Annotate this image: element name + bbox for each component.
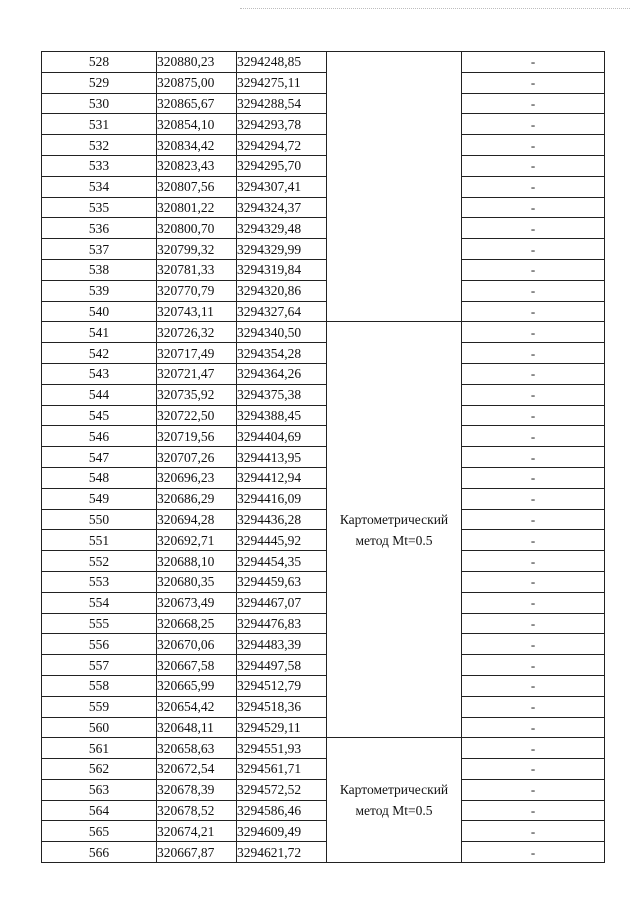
point-number-cell: 532 (42, 135, 157, 156)
description-cell (462, 135, 605, 156)
determination-method-cell (327, 52, 462, 322)
dash-value: - (530, 699, 536, 715)
point-number-cell: 565 (42, 821, 157, 842)
description-cell (462, 218, 605, 239)
dash-value: - (530, 220, 536, 236)
table-row (42, 696, 605, 717)
description-cell (462, 176, 605, 197)
dash-value: - (530, 75, 536, 91)
point-number-cell: 535 (42, 197, 157, 218)
coordinate-y-cell: 3294324,37 (237, 197, 327, 218)
table-row (42, 72, 605, 93)
table-row (42, 447, 605, 468)
table-row (42, 467, 605, 488)
point-number-cell: 529 (42, 72, 157, 93)
table-row (42, 592, 605, 613)
coordinate-x-cell: 320722,50 (157, 405, 237, 426)
description-cell (462, 301, 605, 322)
coordinate-y-cell: 3294445,92 (237, 530, 327, 551)
description-cell (462, 426, 605, 447)
dash-value: - (530, 449, 536, 465)
coordinate-x-cell: 320770,79 (157, 280, 237, 301)
dash-value: - (530, 740, 536, 756)
table-row (42, 571, 605, 592)
coordinate-x-cell: 320658,63 (157, 738, 237, 759)
table-row (42, 488, 605, 509)
coordinate-y-cell: 3294375,38 (237, 384, 327, 405)
description-cell (462, 655, 605, 676)
point-number-cell: 564 (42, 800, 157, 821)
dash-value: - (530, 595, 536, 611)
table-row (42, 530, 605, 551)
dash-value: - (530, 844, 536, 860)
point-number-cell: 533 (42, 155, 157, 176)
point-number-cell: 540 (42, 301, 157, 322)
coordinates-table (41, 51, 605, 863)
description-cell (462, 738, 605, 759)
table-row (42, 717, 605, 738)
description-cell (462, 634, 605, 655)
coordinate-y-cell: 3294248,85 (237, 52, 327, 73)
coordinate-x-cell: 320665,99 (157, 675, 237, 696)
coordinate-x-cell: 320875,00 (157, 72, 237, 93)
coordinate-y-cell: 3294329,99 (237, 239, 327, 260)
coordinate-y-cell: 3294388,45 (237, 405, 327, 426)
description-cell (462, 467, 605, 488)
coordinate-y-cell: 3294320,86 (237, 280, 327, 301)
point-number-cell: 531 (42, 114, 157, 135)
table-row (42, 779, 605, 800)
table-row (42, 301, 605, 322)
coordinate-x-cell: 320834,42 (157, 135, 237, 156)
table-row (42, 384, 605, 405)
coordinate-y-cell: 3294340,50 (237, 322, 327, 343)
table-row (42, 759, 605, 780)
dash-value: - (530, 179, 536, 195)
coordinate-x-cell: 320743,11 (157, 301, 237, 322)
point-number-cell: 545 (42, 405, 157, 426)
coordinate-y-cell: 3294413,95 (237, 447, 327, 468)
coordinate-x-cell: 320686,29 (157, 488, 237, 509)
description-cell (462, 613, 605, 634)
table-row (42, 197, 605, 218)
coordinate-x-cell: 320807,56 (157, 176, 237, 197)
description-cell (462, 343, 605, 364)
table-row (42, 343, 605, 364)
description-cell (462, 93, 605, 114)
coordinate-y-cell: 3294586,46 (237, 800, 327, 821)
method-name: Картометрический (339, 782, 449, 798)
table-row (42, 322, 605, 343)
dash-value: - (530, 387, 536, 403)
point-number-cell: 563 (42, 779, 157, 800)
table-row (42, 634, 605, 655)
coordinate-x-cell: 320801,22 (157, 197, 237, 218)
scan-top-edge-line (240, 8, 630, 9)
table-row (42, 426, 605, 447)
point-number-cell: 549 (42, 488, 157, 509)
point-number-cell: 546 (42, 426, 157, 447)
table-row (42, 176, 605, 197)
dash-value: - (530, 158, 536, 174)
coordinate-x-cell: 320707,26 (157, 447, 237, 468)
table-row (42, 135, 605, 156)
dash-value: - (530, 428, 536, 444)
coordinate-y-cell: 3294561,71 (237, 759, 327, 780)
dash-value: - (530, 823, 536, 839)
dash-value: - (530, 199, 536, 215)
point-number-cell: 536 (42, 218, 157, 239)
coordinate-x-cell: 320854,10 (157, 114, 237, 135)
coordinate-y-cell: 3294551,93 (237, 738, 327, 759)
dash-value: - (530, 782, 536, 798)
method-accuracy: метод Mt=0.5 (355, 803, 433, 819)
description-cell (462, 675, 605, 696)
coordinate-x-cell: 320688,10 (157, 551, 237, 572)
coordinate-y-cell: 3294436,28 (237, 509, 327, 530)
description-cell (462, 800, 605, 821)
point-number-cell: 538 (42, 259, 157, 280)
description-cell (462, 259, 605, 280)
dash-value: - (530, 241, 536, 257)
dash-value: - (530, 366, 536, 382)
dash-value: - (530, 470, 536, 486)
description-cell (462, 592, 605, 613)
coordinate-y-cell: 3294497,58 (237, 655, 327, 676)
coordinate-x-cell: 320692,71 (157, 530, 237, 551)
description-cell (462, 717, 605, 738)
dash-value: - (530, 303, 536, 319)
coordinate-x-cell: 320667,87 (157, 842, 237, 863)
coordinate-y-cell: 3294404,69 (237, 426, 327, 447)
coordinate-y-cell: 3294609,49 (237, 821, 327, 842)
table-row (42, 800, 605, 821)
description-cell (462, 551, 605, 572)
dash-value: - (530, 137, 536, 153)
coordinate-y-cell: 3294354,28 (237, 343, 327, 364)
point-number-cell: 566 (42, 842, 157, 863)
dash-value: - (530, 636, 536, 652)
coordinate-x-cell: 320735,92 (157, 384, 237, 405)
coordinate-x-cell: 320670,06 (157, 634, 237, 655)
coordinate-x-cell: 320721,47 (157, 363, 237, 384)
table-row (42, 259, 605, 280)
table-row (42, 155, 605, 176)
point-number-cell: 530 (42, 93, 157, 114)
coordinate-y-cell: 3294275,11 (237, 72, 327, 93)
coordinate-y-cell: 3294307,41 (237, 176, 327, 197)
coordinate-y-cell: 3294288,54 (237, 93, 327, 114)
coordinate-y-cell: 3294529,11 (237, 717, 327, 738)
table-row (42, 363, 605, 384)
description-cell (462, 322, 605, 343)
coordinate-y-cell: 3294476,83 (237, 613, 327, 634)
point-number-cell: 559 (42, 696, 157, 717)
point-number-cell: 534 (42, 176, 157, 197)
coordinate-y-cell: 3294483,39 (237, 634, 327, 655)
coordinate-y-cell: 3294416,09 (237, 488, 327, 509)
point-number-cell: 554 (42, 592, 157, 613)
coordinate-y-cell: 3294512,79 (237, 675, 327, 696)
coordinate-y-cell: 3294459,63 (237, 571, 327, 592)
coordinate-y-cell: 3294293,78 (237, 114, 327, 135)
description-cell (462, 821, 605, 842)
description-cell (462, 779, 605, 800)
coordinate-x-cell: 320680,35 (157, 571, 237, 592)
dash-value: - (530, 324, 536, 340)
description-cell (462, 280, 605, 301)
description-cell (462, 842, 605, 863)
point-number-cell: 548 (42, 467, 157, 488)
table-row (42, 405, 605, 426)
dash-value: - (530, 657, 536, 673)
table-row (42, 239, 605, 260)
coordinate-x-cell: 320800,70 (157, 218, 237, 239)
description-cell (462, 696, 605, 717)
description-cell (462, 509, 605, 530)
coordinate-y-cell: 3294572,52 (237, 779, 327, 800)
determination-method-cell (327, 322, 462, 738)
point-number-cell: 552 (42, 551, 157, 572)
dash-value: - (530, 54, 536, 70)
description-cell (462, 571, 605, 592)
table-row (42, 655, 605, 676)
dash-value: - (530, 678, 536, 694)
description-cell (462, 363, 605, 384)
dash-value: - (530, 553, 536, 569)
table-row (42, 280, 605, 301)
description-cell (462, 239, 605, 260)
coordinate-x-cell: 320654,42 (157, 696, 237, 717)
dash-value: - (530, 719, 536, 735)
point-number-cell: 542 (42, 343, 157, 364)
point-number-cell: 558 (42, 675, 157, 696)
coordinate-x-cell: 320672,54 (157, 759, 237, 780)
description-cell (462, 384, 605, 405)
coordinate-x-cell: 320880,23 (157, 52, 237, 73)
dash-value: - (530, 283, 536, 299)
table-row (42, 551, 605, 572)
coordinate-y-cell: 3294454,35 (237, 551, 327, 572)
coordinate-y-cell: 3294621,72 (237, 842, 327, 863)
point-number-cell: 562 (42, 759, 157, 780)
table-row (42, 675, 605, 696)
dash-value: - (530, 615, 536, 631)
coordinate-x-cell: 320865,67 (157, 93, 237, 114)
dash-value: - (530, 262, 536, 278)
coordinate-y-cell: 3294467,07 (237, 592, 327, 613)
coordinate-x-cell: 320717,49 (157, 343, 237, 364)
description-cell (462, 52, 605, 73)
dash-value: - (530, 574, 536, 590)
coordinate-y-cell: 3294518,36 (237, 696, 327, 717)
table-row (42, 218, 605, 239)
point-number-cell: 550 (42, 509, 157, 530)
coordinate-x-cell: 320648,11 (157, 717, 237, 738)
coordinate-y-cell: 3294319,84 (237, 259, 327, 280)
coordinate-x-cell: 320668,25 (157, 613, 237, 634)
table-row (42, 842, 605, 863)
point-number-cell: 547 (42, 447, 157, 468)
coordinate-x-cell: 320678,52 (157, 800, 237, 821)
table-row (42, 52, 605, 73)
description-cell (462, 405, 605, 426)
description-cell (462, 155, 605, 176)
coordinate-x-cell: 320799,32 (157, 239, 237, 260)
table-row (42, 509, 605, 530)
dash-value: - (530, 803, 536, 819)
table-row (42, 114, 605, 135)
point-number-cell: 543 (42, 363, 157, 384)
dash-value: - (530, 345, 536, 361)
coordinate-y-cell: 3294295,70 (237, 155, 327, 176)
method-accuracy: метод Mt=0.5 (355, 532, 433, 548)
coordinate-y-cell: 3294329,48 (237, 218, 327, 239)
point-number-cell: 528 (42, 52, 157, 73)
coordinate-x-cell: 320696,23 (157, 467, 237, 488)
coordinate-x-cell: 320694,28 (157, 509, 237, 530)
dash-value: - (530, 116, 536, 132)
point-number-cell: 557 (42, 655, 157, 676)
description-cell (462, 114, 605, 135)
table-row (42, 93, 605, 114)
dash-value: - (530, 407, 536, 423)
coordinate-x-cell: 320726,32 (157, 322, 237, 343)
coordinate-y-cell: 3294412,94 (237, 467, 327, 488)
coordinate-y-cell: 3294327,64 (237, 301, 327, 322)
table-row (42, 738, 605, 759)
description-cell (462, 488, 605, 509)
point-number-cell: 544 (42, 384, 157, 405)
coordinate-x-cell: 320673,49 (157, 592, 237, 613)
coordinate-y-cell: 3294294,72 (237, 135, 327, 156)
coordinate-x-cell: 320678,39 (157, 779, 237, 800)
determination-method-cell (327, 738, 462, 863)
description-cell (462, 197, 605, 218)
coordinate-y-cell: 3294364,26 (237, 363, 327, 384)
method-name: Картометрический (339, 511, 449, 527)
dash-value: - (530, 491, 536, 507)
dash-value: - (530, 761, 536, 777)
table-row (42, 821, 605, 842)
point-number-cell: 551 (42, 530, 157, 551)
description-cell (462, 447, 605, 468)
point-number-cell: 539 (42, 280, 157, 301)
point-number-cell: 561 (42, 738, 157, 759)
description-cell (462, 530, 605, 551)
dash-value: - (530, 95, 536, 111)
point-number-cell: 555 (42, 613, 157, 634)
point-number-cell: 560 (42, 717, 157, 738)
point-number-cell: 541 (42, 322, 157, 343)
coordinate-x-cell: 320674,21 (157, 821, 237, 842)
coordinate-x-cell: 320667,58 (157, 655, 237, 676)
table-row (42, 613, 605, 634)
point-number-cell: 556 (42, 634, 157, 655)
point-number-cell: 553 (42, 571, 157, 592)
coordinate-x-cell: 320781,33 (157, 259, 237, 280)
dash-value: - (530, 532, 536, 548)
description-cell (462, 72, 605, 93)
dash-value: - (530, 511, 536, 527)
coordinate-x-cell: 320823,43 (157, 155, 237, 176)
point-number-cell: 537 (42, 239, 157, 260)
coordinate-x-cell: 320719,56 (157, 426, 237, 447)
description-cell (462, 759, 605, 780)
